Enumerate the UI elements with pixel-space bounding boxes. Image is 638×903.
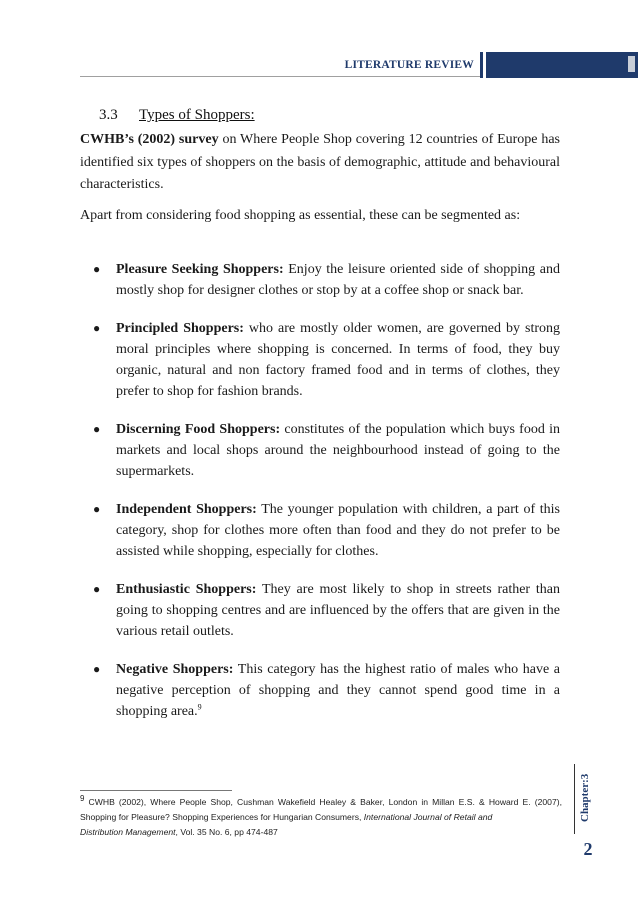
bullet-icon: ● [93,662,101,676]
shopper-type-name: Discerning Food Shoppers: [116,422,281,437]
shopper-type-description: who are mostly older women, are governed by strong moral principles where shopping is concerned. In terms of food, they buy organic, natural and non factory framed food and in terms of clothes, they prefer to shop for fashion brands. [116,321,560,399]
bullet-icon: ● [93,582,101,596]
intro-text: on Where People Shop covering 12 countries of Europe has identified six types of shoppers on the basis of demographic, attitude and behavioural characteristics. [80,132,560,192]
sidebar-rule [574,764,575,834]
shopper-type-description: They are most likely to shop in streets rather than going to shopping centres and are influenced by the offers that are given in the various retail outlets. [116,582,561,639]
section-heading [99,107,255,124]
header-rule [80,76,480,77]
header-block-corner [628,56,635,72]
chapter-label: Chapter:3 [579,773,591,823]
footnote-text: CWHB (2002), Where People Shop, Cushman Wakefield Healey & Baker, London in Millan E.S. & Howard E. (2007), Shopping for Pleasure? Shopping Experiences for Hungarian Consumers, [80,797,562,822]
shopper-type-description: This category has the highest ratio of males who have a negative perception of shopping and they cannot spend good time in a shopping area. [116,662,560,719]
section-number: 3.3 [99,107,118,123]
bullet-icon: ● [93,321,101,335]
list-item [80,318,560,402]
shopper-type-name: Pleasure Seeking Shoppers: [116,262,284,277]
shopper-type-list [80,259,560,739]
footnote-text-after: , Vol. 35 No. 6, pp 474-487 [175,827,278,837]
shopper-type-name: Enthusiastic Shoppers: [116,582,257,597]
footnote-journal: International Journal of Retail and [363,812,493,822]
footnote-marker: 9 [80,794,85,804]
intro-paragraph [80,129,560,197]
segment-text: Apart from considering food shopping as essential, these can be segmented as: [80,208,521,223]
shopper-type-name: Negative Shoppers: [116,662,234,677]
footnote-rule [80,790,232,791]
list-item [80,259,560,301]
header-block-gap [483,52,486,78]
section-title: Types of Shoppers: [139,107,255,123]
page-number: 2 [583,839,593,859]
shopper-type-name: Principled Shoppers: [116,321,244,336]
footnote-reference[interactable]: 9 [197,702,202,712]
list-item [80,659,560,722]
list-item [80,419,560,482]
intro-lead: CWHB’s (2002) survey [80,132,219,147]
bullet-icon: ● [93,262,101,276]
shopper-type-description: Enjoy the leisure oriented side of shopping and mostly shop for designer clothes or stop by at a coffee shop or snack bar. [116,262,560,298]
list-item [80,499,560,562]
header-title: LITERATURE REVIEW [344,59,474,71]
shopper-type-description: constitutes of the population which buys food in markets and local shops around the neighbourhood instead of going to the supermarkets. [116,422,560,479]
header-block [480,52,638,78]
bullet-icon: ● [93,422,101,436]
list-item [80,579,560,642]
bullet-icon: ● [93,502,101,516]
footnote [80,795,562,840]
footnote-journal-cont: Distribution Management [80,827,176,837]
shopper-type-description: The younger population with children, a part of this category, shop for clothes more often than food and they do not prefer to be assisted while shopping, especially for clothes. [116,502,560,559]
shopper-type-name: Independent Shoppers: [116,502,257,517]
segment-paragraph [80,205,560,228]
